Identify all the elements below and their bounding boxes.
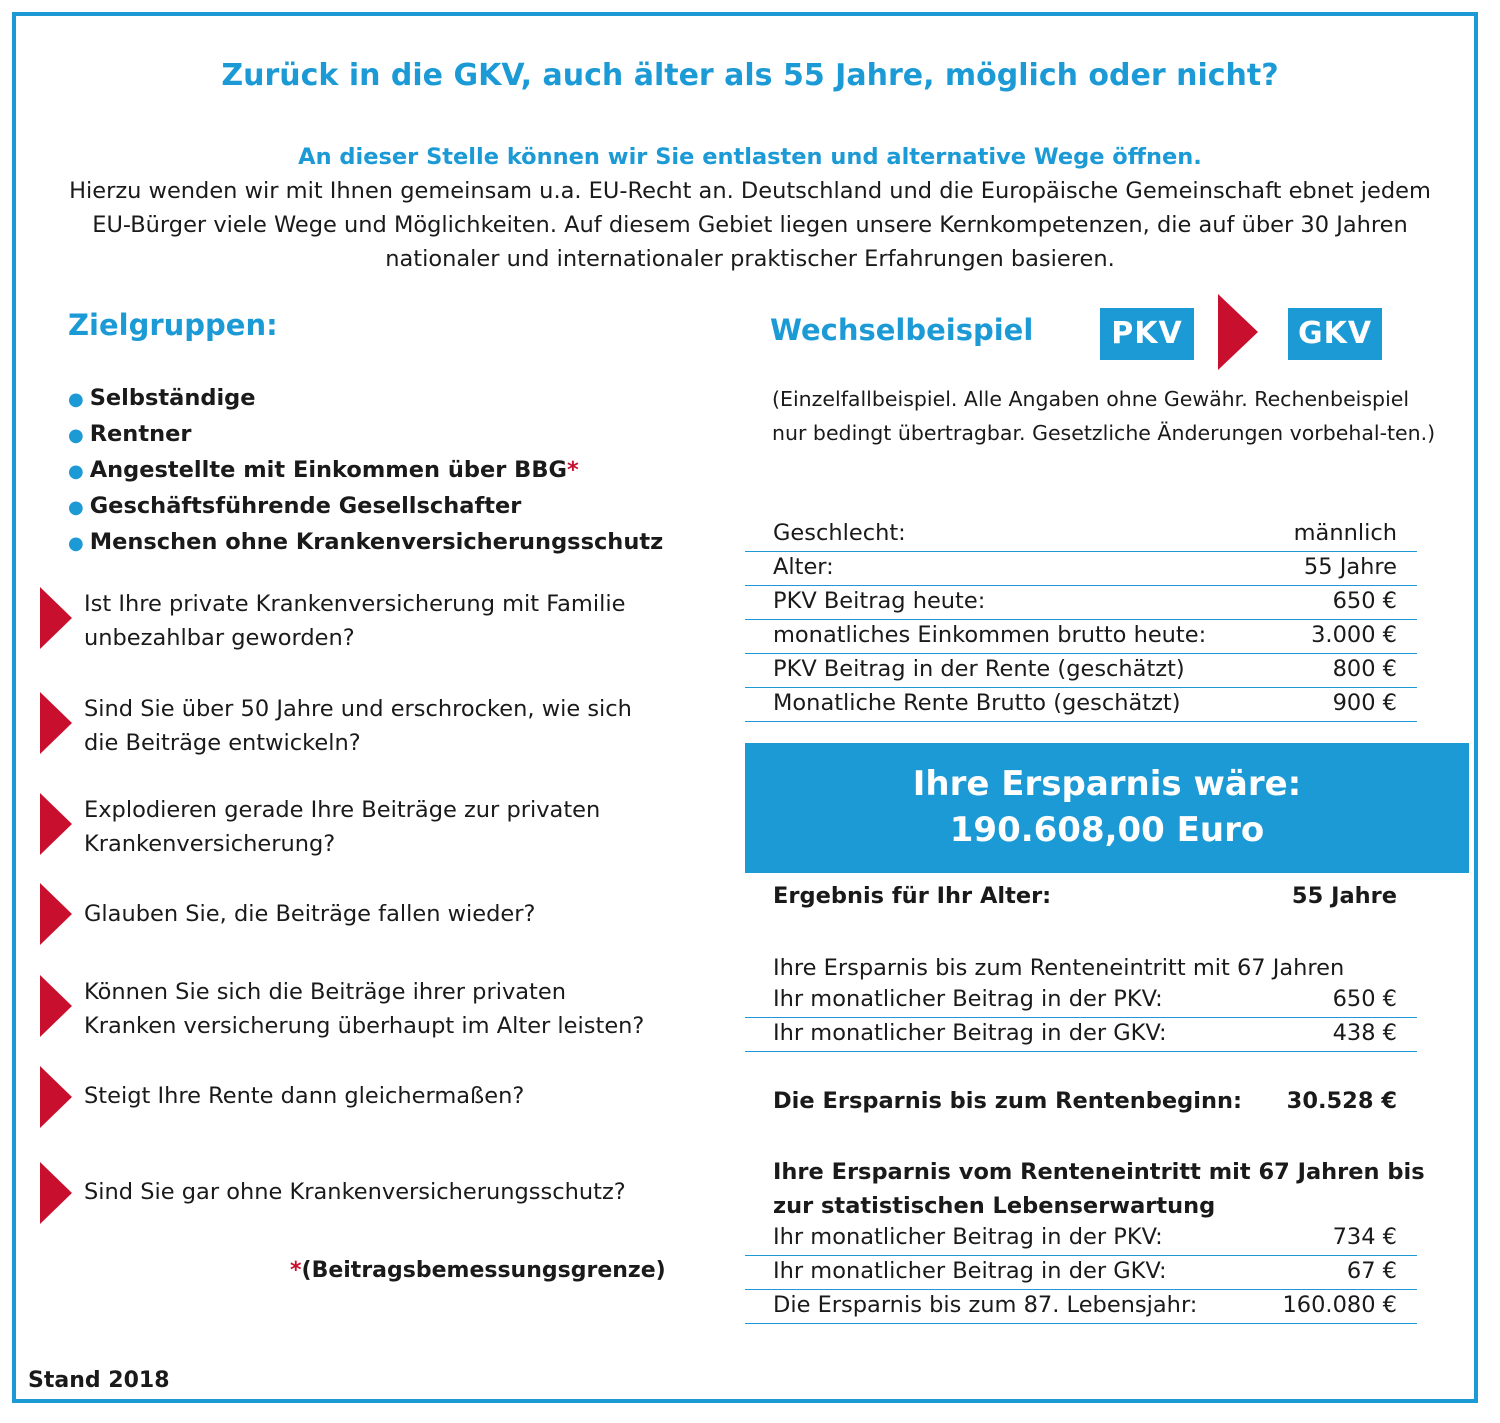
savings-banner-title: Ihre Ersparnis wäre: bbox=[912, 764, 1302, 804]
phase2-heading-line2: zur statistischen Lebenserwartung bbox=[773, 1193, 1216, 1219]
row-value: 55 Jahre bbox=[1303, 554, 1397, 580]
table-row bbox=[745, 1018, 1417, 1052]
row-label: Geschlecht: bbox=[773, 520, 906, 546]
stand-label: Stand 2018 bbox=[28, 1368, 170, 1393]
question-text: Steigt Ihre Rente dann gleichermaßen? bbox=[84, 1083, 525, 1109]
table-row bbox=[745, 1086, 1417, 1119]
question-item bbox=[40, 692, 720, 762]
result-age-row bbox=[745, 881, 1417, 914]
profile-table bbox=[745, 518, 1417, 722]
bullet-icon: ● bbox=[68, 425, 84, 446]
red-arrow-icon bbox=[40, 1162, 72, 1224]
pkv-badge: PKV bbox=[1100, 308, 1194, 360]
row-value: 67 € bbox=[1346, 1258, 1397, 1284]
phase1-table bbox=[745, 984, 1417, 1052]
row-value: 650 € bbox=[1332, 986, 1397, 1012]
row-label: PKV Beitrag heute: bbox=[773, 588, 986, 614]
row-label: PKV Beitrag in der Rente (geschätzt) bbox=[773, 656, 1185, 682]
list-item bbox=[68, 381, 663, 417]
row-label: Alter: bbox=[773, 554, 834, 580]
wechselbeispiel-heading: Wechselbeispiel bbox=[770, 313, 1034, 347]
row-label: Ihr monatlicher Beitrag in der PKV: bbox=[773, 986, 1163, 1012]
row-label: Ergebnis für Ihr Alter: bbox=[773, 883, 1052, 909]
row-value: 900 € bbox=[1332, 690, 1397, 716]
bullet-icon: ● bbox=[68, 389, 84, 410]
red-arrow-icon bbox=[40, 883, 72, 945]
row-value: männlich bbox=[1293, 520, 1397, 546]
target-group-label: Geschäftsführende Gesellschafter bbox=[89, 493, 522, 519]
row-value: 438 € bbox=[1332, 1020, 1397, 1046]
row-value: 3.000 € bbox=[1311, 622, 1397, 648]
table-row bbox=[745, 1222, 1417, 1256]
question-item bbox=[40, 1162, 720, 1232]
row-label: Die Ersparnis bis zum Rentenbeginn: bbox=[773, 1088, 1242, 1114]
question-text: Können Sie sich die Beiträge ihrer privaten Kranken versicherung überhaupt im Alter leisten? bbox=[84, 979, 645, 1039]
row-value: 650 € bbox=[1332, 588, 1397, 614]
red-arrow-icon bbox=[40, 975, 72, 1037]
table-row bbox=[745, 552, 1417, 586]
disclaimer: (Einzelfallbeispiel. Alle Angaben ohne Gewähr. Rechenbeispiel nur bedingt übertragbar. Gesetzliche Änderungen vorbehal-ten.) bbox=[772, 387, 1436, 445]
table-row bbox=[745, 1290, 1417, 1324]
row-value: 734 € bbox=[1332, 1224, 1397, 1250]
question-text: Sind Sie über 50 Jahre und erschrocken, wie sich die Beiträge entwickeln? bbox=[84, 696, 632, 756]
intro bbox=[60, 140, 1440, 276]
list-item bbox=[68, 525, 663, 561]
footnote-text: (Beitragsbemessungsgrenze) bbox=[301, 1258, 666, 1283]
table-row bbox=[745, 654, 1417, 688]
table-row bbox=[745, 688, 1417, 722]
question-text: Ist Ihre private Krankenversicherung mit Familie unbezahlbar geworden? bbox=[84, 591, 626, 651]
row-value: 55 Jahre bbox=[1291, 883, 1397, 909]
row-value: 800 € bbox=[1332, 656, 1397, 682]
red-arrow-icon bbox=[40, 1066, 72, 1128]
phase2-table bbox=[745, 1222, 1417, 1324]
row-label: Monatliche Rente Brutto (geschätzt) bbox=[773, 690, 1181, 716]
row-value: 30.528 € bbox=[1286, 1088, 1397, 1114]
page-title: Zurück in die GKV, auch älter als 55 Jahre, möglich oder nicht? bbox=[221, 58, 1279, 93]
table-row bbox=[745, 620, 1417, 654]
bullet-icon: ● bbox=[68, 461, 84, 482]
question-item bbox=[40, 793, 720, 863]
row-label: Ihr monatlicher Beitrag in der PKV: bbox=[773, 1224, 1163, 1250]
list-item bbox=[68, 489, 663, 525]
row-label: Ihr monatlicher Beitrag in der GKV: bbox=[773, 1020, 1167, 1046]
red-arrow-icon bbox=[40, 587, 72, 649]
question-item bbox=[40, 587, 720, 657]
target-group-label: Rentner bbox=[89, 421, 192, 447]
question-text: Sind Sie gar ohne Krankenversicherungsschutz? bbox=[84, 1179, 626, 1205]
table-row bbox=[745, 984, 1417, 1018]
row-label: Ihr monatlicher Beitrag in der GKV: bbox=[773, 1258, 1167, 1284]
savings1-row bbox=[745, 1086, 1417, 1119]
question-text: Explodieren gerade Ihre Beiträge zur privaten Krankenversicherung? bbox=[84, 797, 601, 857]
footnote bbox=[290, 1258, 666, 1283]
bullet-icon: ● bbox=[68, 497, 84, 518]
zielgruppen-heading: Zielgruppen: bbox=[68, 308, 278, 342]
target-group-list bbox=[68, 381, 663, 561]
asterisk-marker: * bbox=[566, 457, 579, 483]
intro-body: Hierzu wenden wir mit Ihnen gemeinsam u.a. EU-Recht an. Deutschland und die Europäische Gemeinschaft ebnet jedem EU-Bürger viele Wege und Möglichkeiten. Auf diesem Gebiet liegen unsere Kernkompetenzen, die auf über 30 Jahren nationaler und internationaler praktischer Erfahrungen basieren. bbox=[69, 178, 1431, 272]
savings-banner-amount: 190.608,00 Euro bbox=[949, 810, 1265, 850]
table-row bbox=[745, 881, 1417, 914]
question-item bbox=[40, 1066, 720, 1136]
target-group-label: Angestellte mit Einkommen über BBG bbox=[89, 457, 567, 483]
table-row bbox=[745, 1256, 1417, 1290]
row-value: 160.080 € bbox=[1282, 1292, 1397, 1318]
row-label: Die Ersparnis bis zum 87. Lebensjahr: bbox=[773, 1292, 1198, 1318]
bullet-icon: ● bbox=[68, 533, 84, 554]
table-row bbox=[745, 518, 1417, 552]
red-arrow-icon bbox=[40, 793, 72, 855]
intro-subtitle: An dieser Stelle können wir Sie entlasten und alternative Wege öffnen. bbox=[298, 144, 1202, 170]
list-item bbox=[68, 417, 663, 453]
question-item bbox=[40, 975, 720, 1045]
asterisk-marker: * bbox=[290, 1258, 302, 1283]
red-arrow-icon bbox=[40, 692, 72, 754]
savings-banner bbox=[745, 743, 1469, 873]
question-item bbox=[40, 883, 720, 953]
row-label: monatliches Einkommen brutto heute: bbox=[773, 622, 1207, 648]
question-text: Glauben Sie, die Beiträge fallen wieder? bbox=[84, 901, 536, 927]
target-group-label: Selbständige bbox=[89, 385, 256, 411]
phase2-heading-line1: Ihre Ersparnis vom Renteneintritt mit 67 Jahren bis bbox=[773, 1159, 1425, 1185]
phase1-heading: Ihre Ersparnis bis zum Renteneintritt mit 67 Jahren bbox=[773, 955, 1345, 981]
table-row bbox=[745, 586, 1417, 620]
chevron-right-icon bbox=[1218, 294, 1258, 370]
list-item bbox=[68, 453, 663, 489]
gkv-badge: GKV bbox=[1288, 308, 1382, 360]
target-group-label: Menschen ohne Krankenversicherungsschutz bbox=[89, 529, 664, 555]
